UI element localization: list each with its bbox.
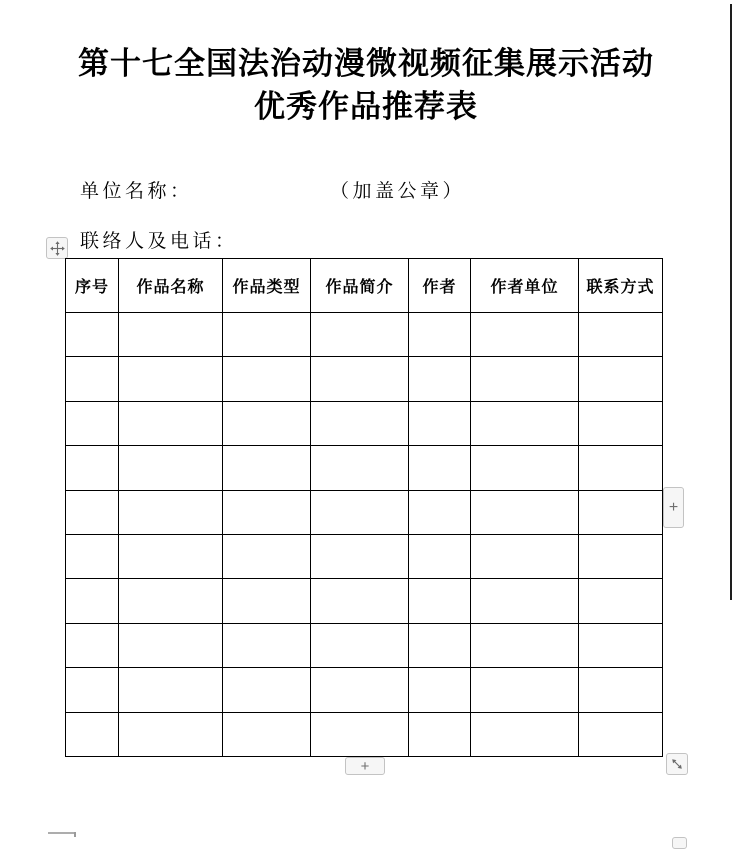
cutoff-control-stub-right [672, 837, 687, 849]
column-header: 作者单位 [471, 259, 579, 313]
table-row [66, 313, 663, 357]
table-cell[interactable] [66, 490, 119, 534]
table-cell[interactable] [471, 579, 579, 623]
page-title-line2: 优秀作品推荐表 [254, 89, 478, 124]
move-arrows-icon [50, 241, 65, 256]
table-cell[interactable] [119, 490, 223, 534]
column-header: 作品简介 [311, 259, 409, 313]
table-cell[interactable] [119, 534, 223, 578]
page-title [0, 42, 732, 128]
table-cell[interactable] [223, 623, 311, 667]
table-cell[interactable] [579, 623, 663, 667]
table-cell[interactable] [471, 401, 579, 445]
table-row [66, 668, 663, 712]
table-cell[interactable] [223, 668, 311, 712]
table-cell[interactable] [223, 446, 311, 490]
table-cell[interactable] [119, 623, 223, 667]
table-resize-handle[interactable] [666, 753, 688, 775]
table-cell[interactable] [311, 579, 409, 623]
table-cell[interactable] [223, 357, 311, 401]
table-cell[interactable] [471, 623, 579, 667]
contact-phone-label: 联络人及电话： [80, 231, 238, 252]
table-cell[interactable] [471, 446, 579, 490]
table-cell[interactable] [119, 579, 223, 623]
table-cell[interactable] [471, 712, 579, 756]
table-cell[interactable] [223, 712, 311, 756]
table-cell[interactable] [409, 623, 471, 667]
cutoff-control-stub-left [48, 832, 76, 840]
table-cell[interactable] [66, 623, 119, 667]
table-cell[interactable] [409, 534, 471, 578]
table-cell[interactable] [311, 490, 409, 534]
table-cell[interactable] [409, 313, 471, 357]
table-cell[interactable] [223, 490, 311, 534]
table-row [66, 401, 663, 445]
table-cell[interactable] [223, 579, 311, 623]
table-cell[interactable] [409, 357, 471, 401]
table-cell[interactable] [66, 401, 119, 445]
table-cell[interactable] [471, 668, 579, 712]
table-cell[interactable] [409, 401, 471, 445]
table-cell[interactable] [66, 357, 119, 401]
column-header: 作品类型 [223, 259, 311, 313]
works-table [65, 258, 663, 757]
header-row [66, 259, 663, 313]
table-cell[interactable] [579, 668, 663, 712]
table-cell[interactable] [579, 534, 663, 578]
column-header: 作品名称 [119, 259, 223, 313]
table-cell[interactable] [311, 357, 409, 401]
table-move-handle[interactable] [46, 237, 68, 259]
table-cell[interactable] [409, 446, 471, 490]
table-cell[interactable] [311, 668, 409, 712]
table-cell[interactable] [579, 357, 663, 401]
insert-column-button[interactable] [663, 487, 684, 528]
column-header: 作者 [409, 259, 471, 313]
seal-note-label: （加盖公章） [330, 181, 466, 202]
table-cell[interactable] [579, 401, 663, 445]
plus-icon: + [360, 757, 370, 775]
table-cell[interactable] [223, 401, 311, 445]
table-cell[interactable] [311, 446, 409, 490]
table-cell[interactable] [471, 357, 579, 401]
table-cell[interactable] [66, 446, 119, 490]
table-cell[interactable] [66, 313, 119, 357]
table-cell[interactable] [579, 490, 663, 534]
table-cell[interactable] [579, 712, 663, 756]
works-table-body [66, 313, 663, 757]
table-cell[interactable] [66, 579, 119, 623]
diagonal-resize-icon [670, 757, 684, 771]
table-row [66, 357, 663, 401]
table-cell[interactable] [66, 534, 119, 578]
table-cell[interactable] [119, 668, 223, 712]
table-cell[interactable] [471, 313, 579, 357]
table-cell[interactable] [311, 401, 409, 445]
table-cell[interactable] [409, 668, 471, 712]
table-cell[interactable] [471, 490, 579, 534]
column-header: 序号 [66, 259, 119, 313]
table-cell[interactable] [579, 313, 663, 357]
table-cell[interactable] [119, 313, 223, 357]
table-row [66, 712, 663, 756]
unit-name-label: 单位名称： [80, 181, 193, 202]
table-cell[interactable] [119, 401, 223, 445]
table-cell[interactable] [311, 712, 409, 756]
table-cell[interactable] [119, 357, 223, 401]
table-cell[interactable] [223, 534, 311, 578]
table-row [66, 446, 663, 490]
table-cell[interactable] [579, 446, 663, 490]
table-cell[interactable] [223, 313, 311, 357]
stub-tick [74, 832, 76, 837]
table-cell[interactable] [66, 712, 119, 756]
table-row [66, 534, 663, 578]
table-cell[interactable] [409, 490, 471, 534]
table-cell[interactable] [66, 668, 119, 712]
column-header: 联系方式 [579, 259, 663, 313]
table-cell[interactable] [311, 313, 409, 357]
page-title-line1: 第十七全国法治动漫微视频征集展示活动 [78, 46, 654, 81]
table-cell[interactable] [311, 623, 409, 667]
works-table-head [66, 259, 663, 313]
table-row [66, 490, 663, 534]
table-row [66, 623, 663, 667]
table-cell[interactable] [409, 712, 471, 756]
table-cell[interactable] [409, 579, 471, 623]
table-cell[interactable] [119, 712, 223, 756]
plus-icon: + [668, 498, 679, 516]
insert-row-button[interactable] [345, 757, 385, 775]
table-row [66, 579, 663, 623]
table-cell[interactable] [311, 534, 409, 578]
table-cell[interactable] [119, 446, 223, 490]
table-cell[interactable] [579, 579, 663, 623]
table-cell[interactable] [471, 534, 579, 578]
